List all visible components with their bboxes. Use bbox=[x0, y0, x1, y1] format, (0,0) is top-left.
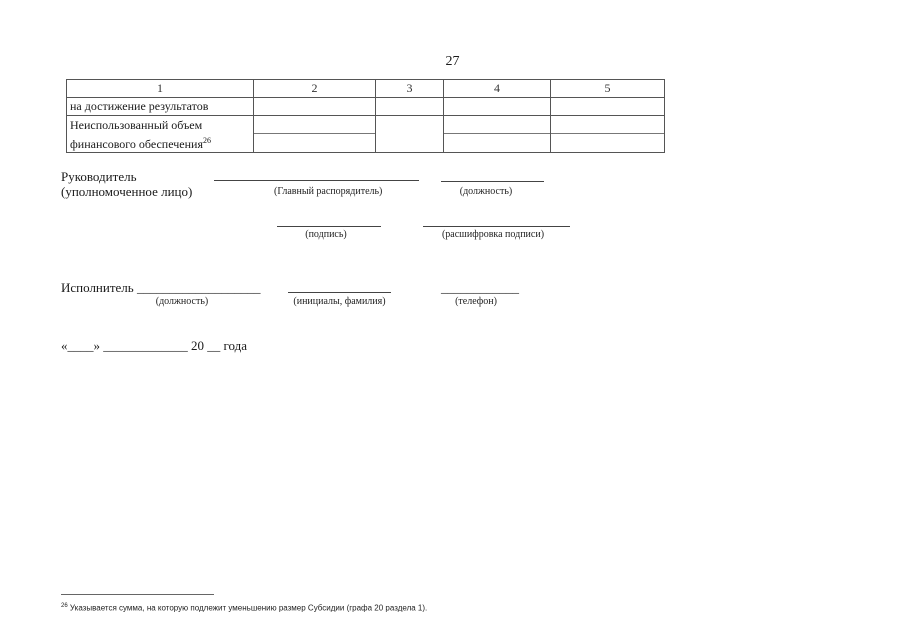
table-cell bbox=[376, 116, 444, 153]
results-table bbox=[66, 79, 665, 153]
table-cell bbox=[254, 116, 376, 153]
table-row bbox=[67, 98, 665, 116]
date-line: «____» _____________ 20 __ года bbox=[61, 338, 248, 353]
table-header-row bbox=[67, 80, 665, 98]
caption-main-manager: (Главный распорядитель) bbox=[274, 186, 383, 197]
table-row bbox=[67, 116, 665, 153]
page-number: 27 bbox=[445, 54, 460, 69]
executor-label: Исполнитель ___________________ bbox=[61, 280, 261, 295]
footnote bbox=[61, 603, 427, 613]
column-header-3: 3 bbox=[376, 80, 444, 98]
footnote-text: Указывается сумма, на которую подлежит уменьшению размер Субсидии (графа 20 раздела 1). bbox=[69, 603, 428, 613]
caption-position: (должность) bbox=[459, 186, 513, 197]
table-cell bbox=[551, 116, 665, 153]
table-cell bbox=[376, 98, 444, 116]
row-label-unused-funding bbox=[67, 116, 254, 153]
phone-line: ____________ bbox=[441, 280, 519, 295]
column-header-5: 5 bbox=[551, 80, 665, 98]
head-label: Руководитель bbox=[61, 169, 137, 184]
initials-line bbox=[288, 292, 391, 293]
column-header-2: 2 bbox=[254, 80, 376, 98]
signature-line bbox=[277, 226, 381, 227]
table-cell bbox=[444, 116, 551, 153]
caption-signature: (подпись) bbox=[305, 229, 347, 240]
row-label-line-2: финансового обеспечения bbox=[70, 137, 203, 151]
main-manager-line bbox=[214, 180, 419, 181]
caption-exec-position: (должность) bbox=[155, 296, 209, 307]
table-cell bbox=[444, 98, 551, 116]
row-label-results: на достижение результатов bbox=[67, 98, 254, 116]
position-line bbox=[441, 181, 544, 182]
caption-phone: (телефон) bbox=[455, 296, 497, 307]
caption-signature-decoding: (расшифровка подписи) bbox=[441, 229, 545, 240]
signature-decoding-line bbox=[423, 226, 570, 227]
caption-initials: (инициалы, фамилия) bbox=[293, 296, 386, 307]
column-header-4: 4 bbox=[444, 80, 551, 98]
column-header-1: 1 bbox=[67, 80, 254, 98]
authorized-person-label: (уполномоченное лицо) bbox=[61, 184, 193, 199]
footnote-number: 26 bbox=[61, 603, 68, 609]
footnote-divider bbox=[61, 594, 214, 595]
row-label-line-1: Неиспользованный объем bbox=[70, 118, 203, 132]
table-cell bbox=[254, 98, 376, 116]
table-cell bbox=[551, 98, 665, 116]
footnote-ref: 26 bbox=[202, 136, 211, 145]
